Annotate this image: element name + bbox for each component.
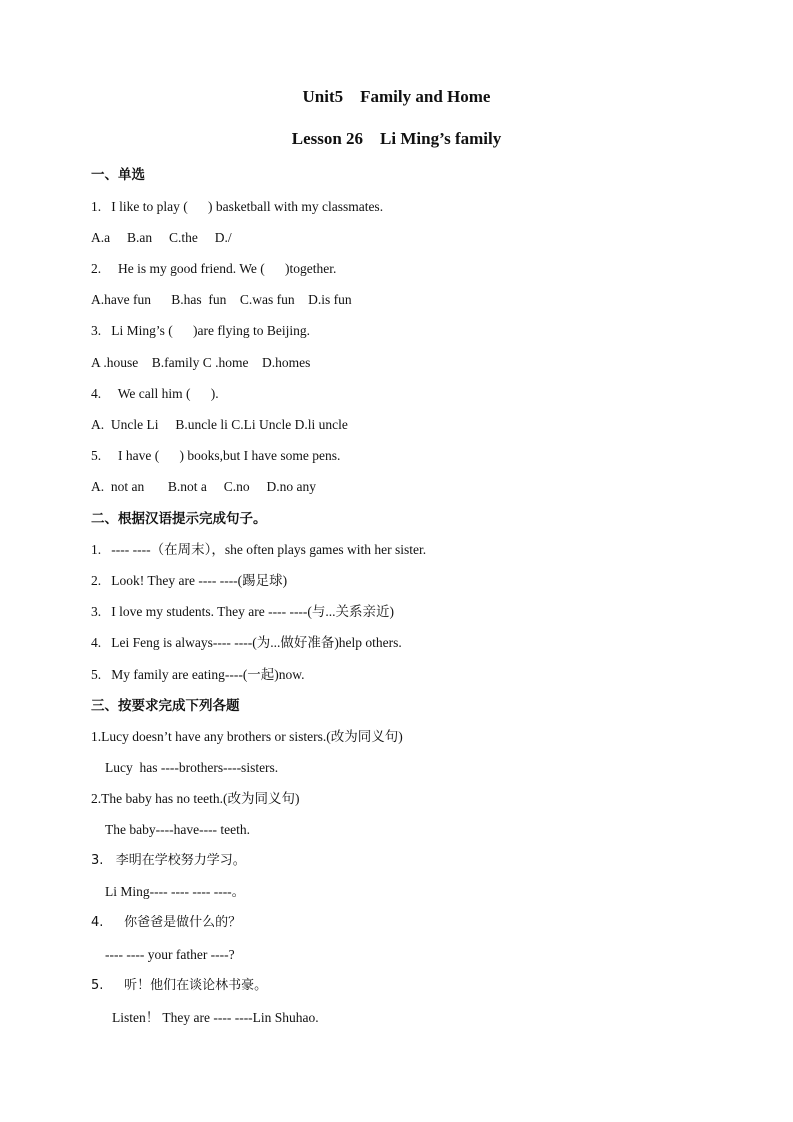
- answer-options: A. not an B.not a C.no D.no any: [91, 479, 316, 494]
- section-heading-tasks: 三、按要求完成下列各题: [91, 698, 240, 714]
- fill-in-item: 4. Lei Feng is always---- ----(为...做好准备)help others.: [91, 635, 402, 650]
- fill-in-item: 3. I love my students. They are ---- ----(与...关系亲近): [91, 604, 395, 619]
- task-answer-line: Lucy has ----brothers----sisters.: [105, 760, 279, 775]
- question-text: 1. I like to play ( ) basketball with my classmates.: [91, 199, 384, 214]
- task-answer-line: ---- ---- your father ----?: [105, 947, 235, 962]
- section-heading-multiple-choice: 一、单选: [91, 167, 145, 183]
- answer-options: A.have fun B.has fun C.was fun D.is fun: [91, 292, 352, 307]
- fill-in-item: 2. Look! They are ---- ----(踢足球): [91, 573, 288, 588]
- question-text: 4. We call him ( ).: [91, 386, 219, 401]
- task-question: 3. 李明在学校努力学习。: [91, 853, 246, 868]
- task-answer-line: Listen！ They are ---- ----Lin Shuhao.: [112, 1010, 319, 1025]
- question-text: 3. Li Ming’s ( )are flying to Beijing.: [91, 323, 310, 338]
- fill-in-item: 1. ---- ----（在周末），she often plays games with her sister.: [91, 542, 427, 557]
- answer-options: A.a B.an C.the D./: [91, 230, 232, 245]
- task-question: 5. 听！他们在谈论林书豪。: [91, 978, 268, 993]
- task-question: 4. 你爸爸是做什么的？: [91, 915, 242, 930]
- question-text: 2. He is my good friend. We ( )together.: [91, 261, 337, 276]
- question-text: 5. I have ( ) books,but I have some pens.: [91, 448, 341, 463]
- task-answer-line: The baby----have---- teeth.: [105, 822, 251, 837]
- answer-options: A .house B.family C .home D.homes: [91, 355, 311, 370]
- unit-title: Unit5 Family and Home: [302, 87, 491, 106]
- section-heading-complete-sentences: 二、根据汉语提示完成句子。: [91, 511, 267, 527]
- task-question: 2.The baby has no teeth.(改为同义句): [91, 791, 300, 806]
- answer-options: A. Uncle Li B.uncle li C.Li Uncle D.li uncle: [91, 417, 348, 432]
- fill-in-item: 5. My family are eating----(一起)now.: [91, 667, 305, 682]
- task-question: 1.Lucy doesn’t have any brothers or sisters.(改为同义句): [91, 729, 403, 744]
- task-answer-line: Li Ming---- ---- ---- ----。: [105, 884, 246, 899]
- lesson-title: Lesson 26 Li Ming’s family: [291, 129, 502, 148]
